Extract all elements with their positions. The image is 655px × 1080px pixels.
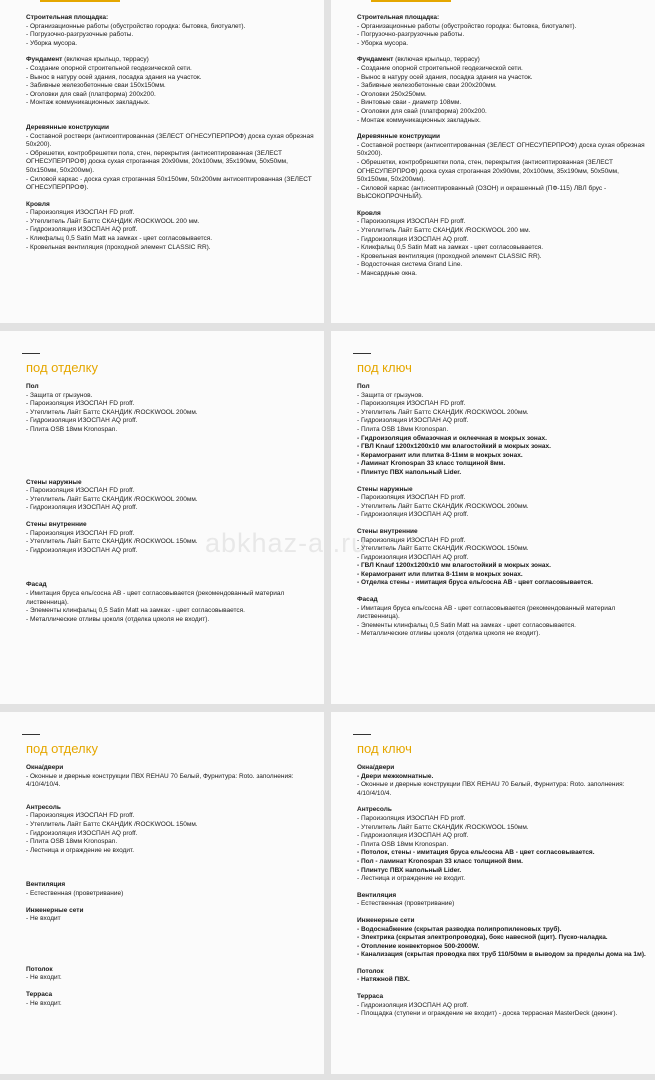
spec-line: - Утеплитель Лайт Баттс СКАНДИК /ROCKWOOL 150мм. — [26, 820, 198, 828]
spec-line: - Пароизоляция ИЗОСПАН FD proff. — [26, 812, 135, 820]
spec-line: - Пол - ламинат Kronospan 33 класс толщиной 8мм. — [357, 857, 523, 865]
panel-4 — [331, 331, 655, 704]
spec-line: - Естественная (проветривание) — [26, 889, 124, 897]
spec-line: - Гидроизоляция ИЗОСПАН AQ proff. — [357, 1001, 469, 1009]
panel-body — [357, 14, 649, 279]
spec-line: - Керамогранит или плитка 8-11мм в мокрых зонах. — [357, 570, 523, 578]
spec-line: - Отделка стены - имитация бруса ель/сосна АВ - цвет согласовывается. — [357, 579, 593, 587]
panel-2 — [331, 0, 655, 323]
panel-body — [357, 383, 649, 639]
section-heading — [357, 56, 649, 65]
spec-line: - Плита OSB 18мм Kronospan. — [26, 425, 118, 433]
spec-line: - Утеплитель Лайт Баттс СКАНДИК /ROCKWOOL 200мм. — [357, 408, 529, 416]
spec-line: - Пароизоляция ИЗОСПАН FD proff. — [26, 487, 135, 495]
panel-caption: под отделку — [26, 359, 318, 377]
section-heading — [26, 881, 318, 890]
section-title: Антресоль — [26, 803, 61, 811]
spec-line: - Составной ростверк (антисептированная (ЗЕЛЕСТ ОГНЕСУПЕРПРОФ) доска сухая обрезная 50x200). — [357, 141, 645, 158]
section-heading — [26, 124, 318, 133]
spec-line: - Обрешетки, контробрешетки пола, стен, перекрытия (антисептированная (ЗЕЛЕСТ ОГНЕСУПЕРПРОФ) доска сухая строганная 20x90мм, 20x100мм, 35x190мм, 50x50мм, 50x150мм, 50x200мм). — [26, 149, 288, 174]
section-title: Терраса — [357, 993, 384, 1001]
spec-line: - Гидроизоляция ИЗОСПАН AQ proff. — [357, 417, 469, 425]
section — [357, 968, 649, 985]
spec-line: - Винтовые сваи - диаметр 108мм. — [357, 99, 462, 107]
panel-3 — [0, 331, 324, 704]
spec-line: - Силовой каркас - доска сухая строганная 50x150мм, 50x200мм антисептированная (ЗЕЛЕСТ ОГНЕСУПЕРПРОФ). — [26, 175, 312, 192]
section-heading — [26, 966, 318, 975]
spec-line: - Вынос в натуру осей здания, посадка здания на участок. — [357, 73, 533, 81]
section — [26, 581, 318, 624]
section-heading — [357, 528, 649, 537]
spec-line: - Оконные и дверные конструкции ПВХ REHAU 70 Белый, Фурнитура: Roto. заполнения: 4/10/4/10/4. — [357, 781, 625, 797]
section-note: (включая крыльцо, террасу) — [62, 56, 149, 64]
section — [357, 917, 649, 960]
spec-line: - Забивные железобетонные сваи 150x150мм. — [26, 82, 166, 90]
spec-line: - Гидроизоляция ИЗОСПАН AQ proff. — [26, 417, 138, 425]
section — [357, 528, 649, 588]
spec-line: - Плинтус ПВХ напольный Lider. — [357, 468, 462, 476]
spec-line: - Кровельная вентиляция (проходной элемент CLASSIC RR). — [357, 252, 542, 260]
section-title: Строительная площадка: — [26, 14, 109, 21]
spec-line: - Пароизоляция ИЗОСПАН FD proff. — [357, 218, 466, 226]
spec-line: - Гидроизоляция ИЗОСПАН AQ proff. — [357, 511, 469, 519]
spec-line: - Натяжной ПВХ. — [357, 976, 410, 984]
section-heading — [26, 14, 318, 23]
panel-body — [357, 764, 649, 1019]
spec-line: - Керамогранит или плитка 8-11мм в мокрых зонах. — [357, 451, 523, 459]
top-accent — [40, 0, 120, 2]
section — [26, 804, 318, 856]
spec-line: - Монтаж коммуникационных закладных. — [26, 99, 150, 107]
spec-line: - Гидроизоляция обмазочная и оклеечная в мокрых зонах. — [357, 434, 547, 442]
section-title: Окна/двери — [357, 764, 395, 771]
spec-line: - Водоснабжение (скрытая разводка полипропиленовых труб). — [357, 925, 562, 933]
spec-line: - Гидроизоляция ИЗОСПАН AQ proff. — [357, 832, 469, 840]
top-accent — [371, 0, 451, 2]
section — [26, 383, 318, 435]
spec-line: - Площадка (ступени и ограждение не входит) - доска террасная MasterDeck (декинг). — [357, 1010, 618, 1018]
section-note: (включая крыльцо, террасу) — [393, 56, 480, 64]
panel-body — [26, 14, 318, 252]
section-title: Антресоль — [357, 806, 392, 814]
spec-line: - Гидроизоляция ИЗОСПАН AQ proff. — [26, 546, 138, 554]
section-heading — [26, 581, 318, 590]
spec-line: - Не входит — [26, 915, 61, 923]
section-heading — [357, 14, 649, 23]
section-heading — [26, 804, 318, 813]
spec-line: - Вынос в натуру осей здания, посадка здания на участок. — [26, 73, 202, 81]
spec-line: - Кровельная вентиляция (проходной элемент CLASSIC RR). — [26, 243, 211, 251]
section — [26, 14, 318, 48]
spec-line: - Оконные и дверные конструкции ПВХ REHAU 70 Белый, Фурнитура: Roto. заполнения: 4/10/4/10/4. — [26, 772, 294, 789]
spec-line: - Оголовки для свай (платформа) 200x200. — [26, 90, 156, 98]
section — [357, 993, 649, 1019]
spec-line: - Кликфальц 0,5 Satin Matt на замках - цвет согласовывается. — [26, 235, 213, 243]
spec-line: - Организационные работы (обустройство городка: бытовка, биотуалет). — [26, 22, 246, 30]
panel-caption: под ключ — [357, 359, 649, 377]
section-heading — [26, 907, 318, 916]
spec-line: - Плита OSB 18мм Kronospan. — [357, 425, 449, 433]
section-title: Фасад — [357, 596, 378, 604]
spec-line: - Отопление конвекторное 500-2000W. — [357, 942, 480, 950]
spec-line: - Электрика (скрытая электропроводка), бокс навесной (щит). Пуско-наладка. — [357, 934, 608, 942]
panel-caption: под отделку — [26, 740, 318, 758]
spec-line: - Элементы клинфальц 0,5 Satin Matt на замках - цвет согласовывается. — [357, 621, 576, 629]
section-title: Потолок — [26, 965, 53, 973]
section — [26, 881, 318, 898]
section-heading — [357, 133, 649, 142]
section-heading — [357, 917, 649, 926]
section-heading — [26, 201, 318, 210]
spec-line: - Кликфальц 0,5 Satin Matt на замках - цвет согласовывается. — [357, 244, 544, 252]
spec-line: - Утеплитель Лайт Баттс СКАНДИК /ROCKWOOL 200мм. — [357, 502, 529, 510]
section-heading — [357, 892, 649, 901]
spec-line: - Оголовки для свай (платформа) 200x200. — [357, 107, 487, 115]
section-title: Терраса — [26, 990, 53, 998]
section-heading — [357, 764, 649, 773]
spec-line: - Пароизоляция ИЗОСПАН FD proff. — [357, 814, 466, 822]
spec-line: - Элементы клинфальц 0,5 Satin Matt на замках - цвет согласовывается. — [26, 607, 245, 615]
spec-line: - Забивные железобетонные сваи 200x200мм. — [357, 82, 497, 90]
spec-line: - Пароизоляция ИЗОСПАН FD proff. — [357, 536, 466, 544]
section-title: Кровля — [357, 209, 381, 217]
spec-line: - Погрузочно-разгрузочные работы. — [26, 31, 134, 39]
spec-line: - Гидроизоляция ИЗОСПАН AQ proff. — [357, 553, 469, 561]
spec-line: - Естественная (проветривание) — [357, 900, 455, 908]
section-heading — [26, 479, 318, 488]
section-heading — [26, 764, 318, 773]
section — [357, 133, 649, 202]
section-title: Вентиляция — [26, 881, 66, 889]
section — [26, 991, 318, 1008]
spec-line: - Обрешетки, контробрешетки пола, стен, перекрытия (антисептированная (ЗЕЛЕСТ ОГНЕСУПЕРПРОФ) доска сухая строганная 20x90мм, 20x100мм, 35x190мм, 50x50мм, 50x150мм, 50x200мм). — [357, 158, 619, 184]
spec-line: - Утеплитель Лайт Баттс СКАНДИК /ROCKWOOL 150мм. — [357, 823, 529, 831]
section-title: Деревянные конструкции — [26, 123, 110, 131]
section-title: Фасад — [26, 581, 47, 589]
panel-6 — [331, 712, 655, 1074]
spec-line: - Лестница и ограждение не входит. — [357, 875, 466, 883]
section — [357, 764, 649, 798]
spec-line: - Утеплитель Лайт Баттс СКАНДИК /ROCKWOOL 150мм. — [357, 545, 529, 553]
section-title: Вентиляция — [357, 891, 397, 899]
spec-line: - Имитация бруса ель/сосна АВ - цвет согласовывается (рекомендованный материал лиственница). — [26, 589, 285, 606]
panel-body — [26, 764, 318, 1008]
spec-line: - Утеплитель Лайт Баттс СКАНДИК /ROCKWOOL 200 мм. — [357, 227, 531, 235]
spec-line: - Создание опорной строительной геодезической сети. — [26, 64, 192, 72]
spec-line: - Лестница и ограждение не входит. — [26, 846, 135, 854]
section — [357, 210, 649, 279]
section-heading — [26, 991, 318, 1000]
section-title: Деревянные конструкции — [357, 133, 441, 141]
spec-line: - Организационные работы (обустройство городка: бытовка, биотуалет). — [357, 22, 577, 30]
section — [26, 124, 318, 193]
spec-line: - Не входит. — [26, 999, 62, 1007]
spec-line: - Гидроизоляция ИЗОСПАН AQ proff. — [357, 235, 469, 243]
section-heading — [357, 993, 649, 1002]
spec-line: - Имитация бруса ель/сосна АВ - цвет согласовывается (рекомендованный материал лиственница). — [357, 604, 616, 621]
section-title: Стены наружные — [26, 478, 82, 486]
section — [357, 56, 649, 125]
spec-line: - Плита OSB 18мм Kronospan. — [357, 840, 449, 848]
spec-line: - Утеплитель Лайт Баттс СКАНДИК /ROCKWOOL 150мм. — [26, 538, 198, 546]
spec-line: - Оголовки 250x250мм. — [357, 90, 427, 98]
spec-line: - Пароизоляция ИЗОСПАН FD proff. — [26, 529, 135, 537]
panel-caption: под ключ — [357, 740, 649, 758]
spec-line: - Пароизоляция ИЗОСПАН FD proff. — [357, 400, 466, 408]
spec-line: - Утеплитель Лайт Баттс СКАНДИК /ROCKWOOL 200 мм. — [26, 217, 200, 225]
spec-line: - Составной ростверк (антисептированная (ЗЕЛЕСТ ОГНЕСУПЕРПРОФ) доска сухая обрезная 50x200). — [26, 132, 314, 149]
section-title: Кровля — [26, 200, 50, 208]
section-title: Инженерные сети — [357, 916, 415, 924]
spec-line: - Утеплитель Лайт Баттс СКАНДИК /ROCKWOOL 200мм. — [26, 408, 198, 416]
section — [26, 764, 318, 790]
spec-line: - Не входит. — [26, 974, 62, 982]
section-title: Инженерные сети — [26, 906, 84, 914]
spec-line: - Пароизоляция ИЗОСПАН FD proff. — [357, 494, 466, 502]
section-title: Фундамент — [357, 56, 394, 64]
spec-line: - Ламинат Kronospan 33 класс толщиной 8мм. — [357, 460, 506, 468]
section-title: Потолок — [357, 967, 384, 975]
section-heading — [357, 210, 649, 219]
section-heading — [357, 486, 649, 495]
spec-line: - Гидроизоляция ИЗОСПАН AQ proff. — [26, 226, 138, 234]
section-title: Стены наружные — [357, 485, 413, 493]
section-title: Пол — [26, 383, 39, 390]
section — [26, 907, 318, 924]
section — [26, 56, 318, 108]
section-heading — [357, 383, 649, 392]
spec-line: - Канализация (скрытая проводка пвх труб 110/50мм в выводом за пределы дома на 1м). — [357, 951, 646, 959]
section-title: Стены внутренние — [357, 527, 418, 535]
panel-body — [26, 383, 318, 624]
section-heading — [357, 806, 649, 815]
spec-line: - Пароизоляция ИЗОСПАН FD proff. — [26, 400, 135, 408]
spec-line: - Силовой каркас (антисептированный (ОЗОН) и окрашенный (ПФ-115) ЛВЛ брус - ВЫСОКОПРОЧНЫЙ). — [357, 184, 607, 201]
section — [26, 479, 318, 513]
spec-line: - Гидроизоляция ИЗОСПАН AQ proff. — [26, 829, 138, 837]
section-title: Пол — [357, 383, 370, 390]
spec-line: - Плита OSB 18мм Kronospan. — [26, 838, 118, 846]
spec-line: - Потолок, стены - имитация бруса ель/сосна АВ - цвет согласовывается. — [357, 849, 595, 857]
watermark: abkhaz-a .ru — [205, 528, 368, 558]
section — [357, 14, 649, 48]
section — [357, 806, 649, 883]
section — [357, 596, 649, 639]
spec-line: - Металлические отливы цоколя (отделка цоколя не входит). — [357, 630, 541, 638]
panel-1 — [0, 0, 324, 323]
section-heading — [26, 383, 318, 392]
section-heading — [357, 596, 649, 605]
spec-line: - Мансардные окна. — [357, 270, 417, 278]
section — [357, 892, 649, 909]
spec-line: - Пароизоляция ИЗОСПАН FD proff. — [26, 209, 135, 217]
section — [26, 966, 318, 983]
spec-line: - Создание опорной строительной геодезической сети. — [357, 64, 523, 72]
spec-line: - Погрузочно-разгрузочные работы. — [357, 31, 465, 39]
panel-5 — [0, 712, 324, 1074]
spec-line: - Защита от грызунов. — [357, 391, 424, 399]
section — [357, 486, 649, 520]
section-title: Стены внутренние — [26, 520, 87, 528]
spec-line: - ГВЛ Knauf 1200x1200x10 мм влагостойкий в мокрых зонах. — [357, 562, 551, 570]
spec-line: - Утеплитель Лайт Баттс СКАНДИК /ROCKWOOL 200мм. — [26, 495, 198, 503]
spec-line: - Металлические отливы цоколя (отделка цоколя не входит). — [26, 615, 210, 623]
section — [357, 383, 649, 478]
spec-line: - Монтаж коммуникационных закладных. — [357, 116, 481, 124]
spec-line: - Водосточная система Grand Line. — [357, 261, 463, 269]
spec-line: - Защита от грызунов. — [26, 391, 93, 399]
section-title: Строительная площадка: — [357, 14, 440, 21]
spec-line: - ГВЛ Knauf 1200x1200x10 мм влагостойкий в мокрых зонах. — [357, 443, 551, 451]
section-title: Фундамент — [26, 56, 63, 64]
section-title: Окна/двери — [26, 764, 64, 771]
spec-line: - Уборка мусора. — [26, 39, 78, 47]
spec-line: - Гидроизоляция ИЗОСПАН AQ proff. — [26, 504, 138, 512]
spec-line: - Двери межкомнатные. — [357, 772, 434, 780]
section-heading — [26, 56, 318, 65]
spec-line: - Уборка мусора. — [357, 39, 409, 47]
spec-line: - Плинтус ПВХ напольный Lider. — [357, 866, 462, 874]
section — [26, 201, 318, 253]
